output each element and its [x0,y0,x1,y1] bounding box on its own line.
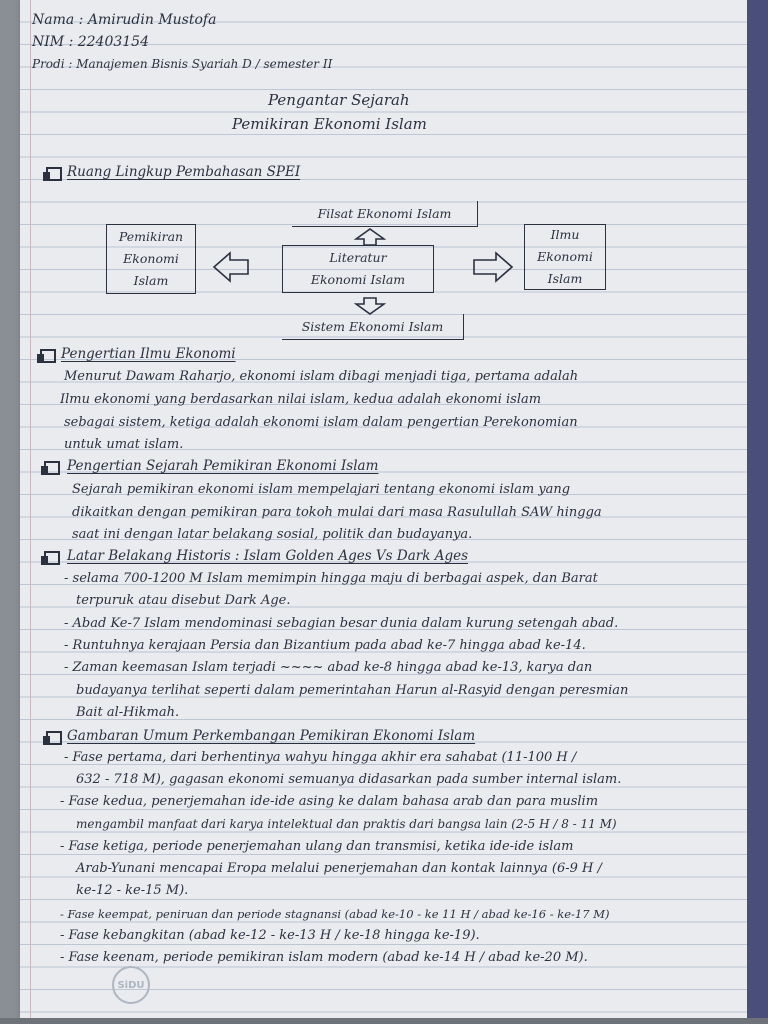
diagram-label-literatur-2: Ekonomi Islam [310,272,406,287]
diagram-label-ilmu-2: Ekonomi [537,249,593,264]
bullet-line: - selama 700-1200 M Islam memimpin hingga maju di berbagai aspek, dan Barat [64,571,598,586]
bullet-line: - Zaman keemasan Islam terjadi ~~~~ abad ke-8 hingga abad ke-13, karya dan [64,660,593,675]
diagram-label-filsafat: Filsat Ekonomi Islam [317,205,452,221]
checkbox-icon [40,349,56,363]
bullet-line: - Fase kedua, penerjemahan ide-ide asing ke dalam bahasa arab dan para muslim [60,794,599,809]
paragraph-line: saat ini dengan latar belakang sosial, politik dan budayanya. [72,527,473,542]
bullet-line: Bait al-Hikmah. [76,705,180,720]
bullet-line: - Fase ketiga, periode penerjemahan ulang dan transmisi, ketika ide-ide islam [60,839,574,854]
page-title-line1: Pengantar Sejarah [268,91,410,109]
diagram-box-ilmu [524,224,606,290]
page-title-line2: Pemikiran Ekonomi Islam [232,115,427,133]
paragraph-line: Ilmu ekonomi yang berdasarkan nilai islam, kedua adalah ekonomi islam [60,392,542,407]
bullet-line: 632 - 718 M), gagasan ekonomi semuanya didasarkan pada sumber internal islam. [76,772,622,787]
student-prodi: Prodi : Manajemen Bisnis Syariah D / semester II [32,57,333,71]
checkbox-icon [46,167,62,181]
background-strip-right [747,0,768,1024]
bullet-line: mengambil manfaat dari karya intelektual dan praktis dari bangsa lain (2-5 H / 8 - 11 M) [76,817,617,831]
bullet-line: - Abad Ke-7 Islam mendominasi sebagian besar dunia dalam kurung setengah abad. [64,616,619,631]
page-margin-line [30,0,31,1018]
student-name: Nama : Amirudin Mustofa [32,12,217,28]
diagram-label-literatur-1: Literatur [329,250,387,265]
bullet-line: - Runtuhnya kerajaan Persia dan Bizantium pada abad ke-7 hingga abad ke-14. [64,638,586,653]
diagram-label-sistem: Sistem Ekonomi Islam [301,318,444,334]
bullet-line: - Fase keempat, peniruan dan periode stagnansi (abad ke-10 - ke 11 H / abad ke-16 - ke-17 M) [60,907,610,921]
diagram-box-filsafat [292,201,478,227]
diagram-label-ilmu-1: Ilmu [550,227,580,242]
diagram-label-pemikiran-1: Pemikiran [118,229,184,244]
diagram-label-pemikiran-3: Islam [133,273,169,288]
section-pengertian-ilmu-heading: Pengertian Ilmu Ekonomi [61,346,236,362]
arrow-down-icon [354,297,386,315]
bullet-line: - Fase keenam, periode pemikiran islam modern (abad ke-14 H / abad ke-20 M). [60,950,588,965]
student-nim: NIM : 22403154 [32,34,149,50]
section-gambaran-umum-heading: Gambaran Umum Perkembangan Pemikiran Ekonomi Islam [67,728,476,744]
diagram-box-pemikiran [106,224,196,294]
paper-brand-stamp: SiDU [112,966,150,1004]
checkbox-icon [44,551,60,565]
bullet-line: - Fase kebangkitan (abad ke-12 - ke-13 H / ke-18 hingga ke-19). [60,928,480,943]
bullet-line: - Fase pertama, dari berhentinya wahyu hingga akhir era sahabat (11-100 H / [64,750,577,765]
bullet-line: terpuruk atau disebut Dark Age. [76,593,291,608]
paragraph-line: dikaitkan dengan pemikiran para tokoh mulai dari masa Rasulullah SAW hingga [72,505,602,520]
arrow-up-icon [354,228,386,246]
notebook-page [20,0,747,1018]
diagram-label-pemikiran-2: Ekonomi [123,251,179,266]
arrow-right-icon [472,250,514,284]
section-latar-belakang-heading: Latar Belakang Historis : Islam Golden Ages Vs Dark Ages [67,548,469,564]
bullet-line: ke-12 - ke-15 M). [76,883,189,898]
paragraph-line: sebagai sistem, ketiga adalah ekonomi islam dalam pengertian Perekonomian [64,415,578,430]
diagram-box-literatur [282,245,434,293]
background-strip-bottom [0,1018,768,1024]
section-pengertian-sejarah-heading: Pengertian Sejarah Pemikiran Ekonomi Islam [67,458,379,474]
diagram-box-sistem [282,314,464,340]
checkbox-icon [44,461,60,475]
bullet-line: budayanya terlihat seperti dalam pemerintahan Harun al-Rasyid dengan peresmian [76,683,629,698]
bullet-line: Arab-Yunani mencapai Eropa melalui penerjemahan dan kontak lainnya (6-9 H / [76,861,602,876]
diagram-label-ilmu-3: Islam [547,271,583,286]
paragraph-line: Menurut Dawam Raharjo, ekonomi islam dibagi menjadi tiga, pertama adalah [64,369,579,384]
arrow-left-icon [212,250,250,284]
section-ruang-lingkup-heading: Ruang Lingkup Pembahasan SPEI [67,164,301,180]
checkbox-icon [46,731,62,745]
paragraph-line: Sejarah pemikiran ekonomi islam mempelajari tentang ekonomi islam yang [72,482,571,497]
paragraph-line: untuk umat islam. [64,437,184,452]
